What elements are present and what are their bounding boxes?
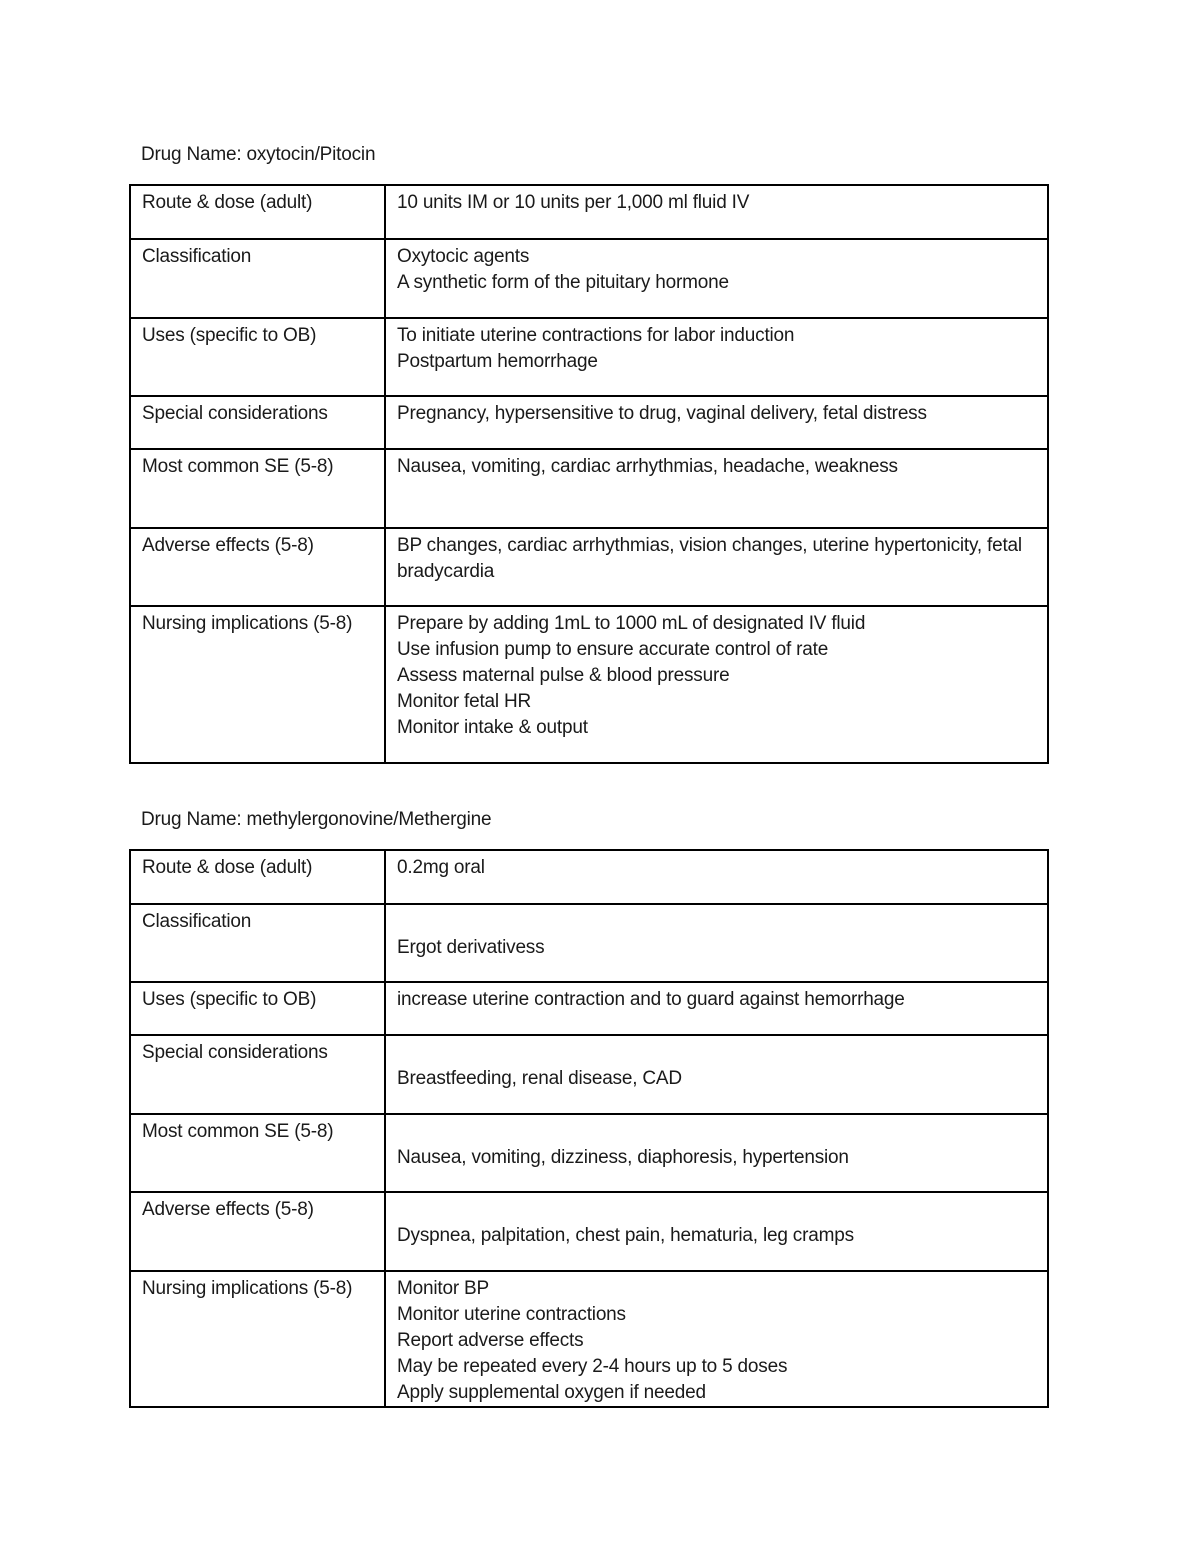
value-line: Pregnancy, hypersensitive to drug, vaginal delivery, fetal distress <box>397 403 927 424</box>
row-label-common-se: Most common SE (5-8) <box>130 1114 385 1192</box>
row-value-classification <box>385 239 1048 318</box>
value-line: Breastfeeding, renal disease, CAD <box>397 1068 682 1089</box>
value-line: 10 units IM or 10 units per 1,000 ml fluid IV <box>397 192 750 213</box>
row-value-uses <box>385 982 1048 1035</box>
drug-1-title: Drug Name: oxytocin/Pitocin <box>141 144 376 165</box>
row-label-classification: Classification <box>130 904 385 982</box>
table-row <box>130 982 1048 1035</box>
row-label-special-considerations: Special considerations <box>130 1035 385 1114</box>
value-line: 0.2mg oral <box>397 857 485 878</box>
row-value-common-se <box>385 1114 1048 1192</box>
value-line: To initiate uterine contractions for labor induction <box>397 325 795 346</box>
row-label-route-dose: Route & dose (adult) <box>130 185 385 239</box>
value-line: Assess maternal pulse & blood pressure <box>397 665 730 686</box>
row-label-adverse-effects: Adverse effects (5-8) <box>130 1192 385 1271</box>
table-row <box>130 904 1048 982</box>
table-row <box>130 606 1048 763</box>
row-label-nursing-implications: Nursing implications (5-8) <box>130 1271 385 1407</box>
value-line: May be repeated every 2-4 hours up to 5 doses <box>397 1356 788 1377</box>
row-label-classification: Classification <box>130 239 385 318</box>
value-line: Monitor intake & output <box>397 717 588 738</box>
table-row <box>130 185 1048 239</box>
value-line: A synthetic form of the pituitary hormone <box>397 272 729 293</box>
row-value-uses <box>385 318 1048 396</box>
value-line: Use infusion pump to ensure accurate control of rate <box>397 639 829 660</box>
table-row <box>130 1114 1048 1192</box>
row-label-nursing-implications: Nursing implications (5-8) <box>130 606 385 763</box>
value-line: Postpartum hemorrhage <box>397 351 598 372</box>
value-line: Apply supplemental oxygen if needed <box>397 1382 706 1403</box>
table-row <box>130 449 1048 528</box>
table-row <box>130 528 1048 606</box>
drug-2-table <box>129 849 1049 1408</box>
row-label-common-se: Most common SE (5-8) <box>130 449 385 528</box>
drug-2-title: Drug Name: methylergonovine/Methergine <box>141 809 492 830</box>
row-value-adverse-effects <box>385 528 1048 606</box>
row-value-classification <box>385 904 1048 982</box>
value-line: Dyspnea, palpitation, chest pain, hematuria, leg cramps <box>397 1225 854 1246</box>
row-value-nursing-implications <box>385 1271 1048 1407</box>
value-line: Prepare by adding 1mL to 1000 mL of designated IV fluid <box>397 613 866 634</box>
table-row <box>130 1192 1048 1271</box>
table-row <box>130 1271 1048 1407</box>
row-label-route-dose: Route & dose (adult) <box>130 850 385 904</box>
row-value-route-dose <box>385 185 1048 239</box>
row-label-uses: Uses (specific to OB) <box>130 982 385 1035</box>
table-row <box>130 850 1048 904</box>
value-line: increase uterine contraction and to guard against hemorrhage <box>397 989 905 1010</box>
value-line: Ergot derivativess <box>397 937 545 958</box>
value-line: BP changes, cardiac arrhythmias, vision changes, uterine hypertonicity, fetal bradycardia <box>397 535 1022 582</box>
row-label-uses: Uses (specific to OB) <box>130 318 385 396</box>
row-label-special-considerations: Special considerations <box>130 396 385 449</box>
row-value-adverse-effects <box>385 1192 1048 1271</box>
value-line: Monitor uterine contractions <box>397 1304 626 1325</box>
drug-1-table <box>129 184 1049 764</box>
row-value-route-dose <box>385 850 1048 904</box>
table-row <box>130 1035 1048 1114</box>
value-line: Nausea, vomiting, cardiac arrhythmias, headache, weakness <box>397 456 898 477</box>
row-label-adverse-effects: Adverse effects (5-8) <box>130 528 385 606</box>
row-value-nursing-implications <box>385 606 1048 763</box>
row-value-special-considerations <box>385 1035 1048 1114</box>
row-value-special-considerations <box>385 396 1048 449</box>
row-value-common-se <box>385 449 1048 528</box>
table-row <box>130 239 1048 318</box>
table-row <box>130 318 1048 396</box>
value-line: Oxytocic agents <box>397 246 530 267</box>
value-line: Monitor BP <box>397 1278 489 1299</box>
value-line: Monitor fetal HR <box>397 691 532 712</box>
table-row <box>130 396 1048 449</box>
value-line: Nausea, vomiting, dizziness, diaphoresis, hypertension <box>397 1147 849 1168</box>
value-line: Report adverse effects <box>397 1330 584 1351</box>
